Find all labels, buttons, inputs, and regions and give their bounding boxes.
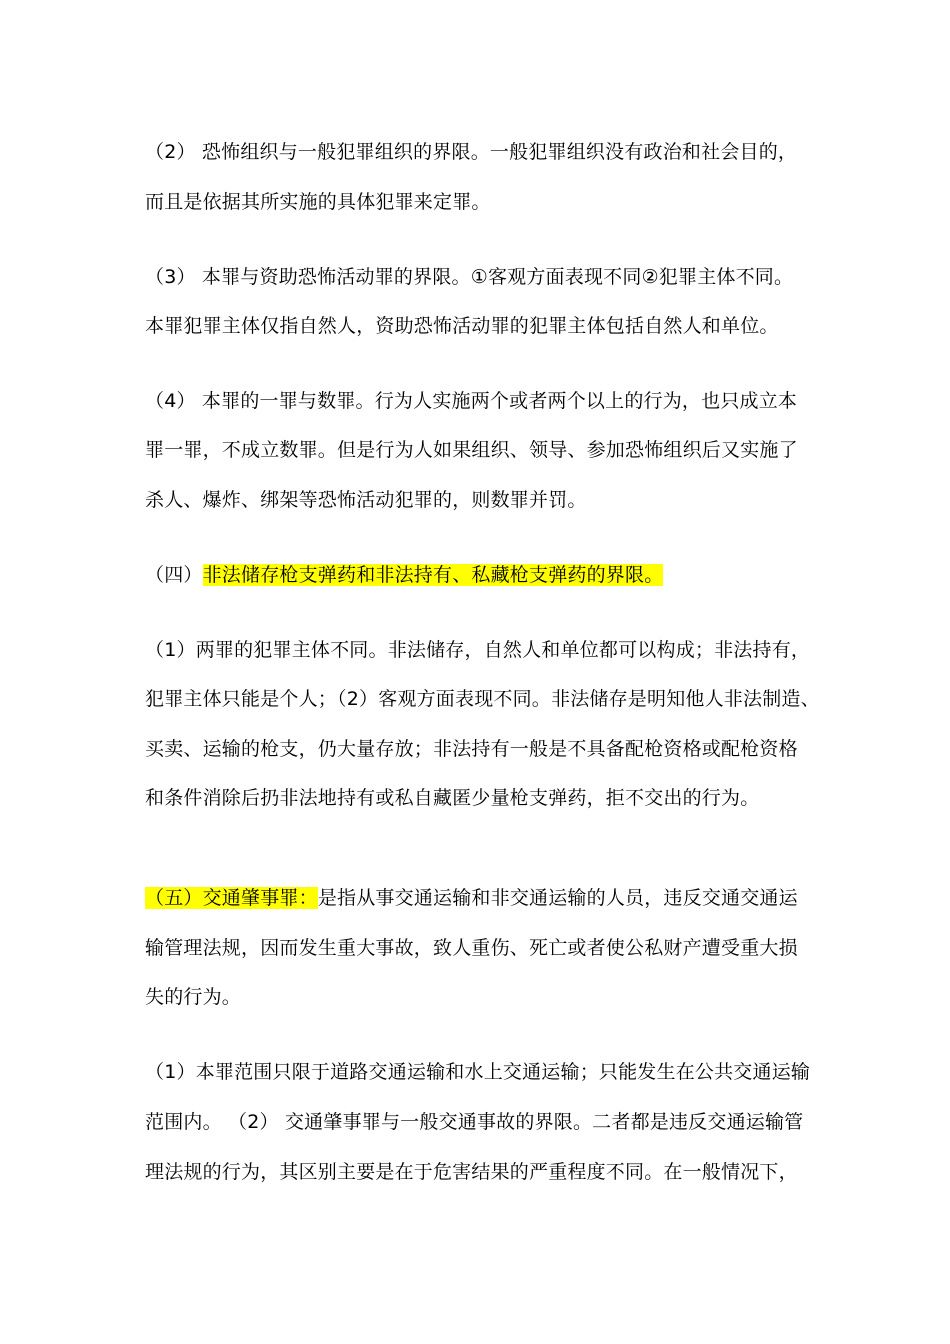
para-7-line-2: 范围内。 （2） 交通肇事罪与一般交通事故的界限。二者都是违反交通运输管 <box>145 1111 804 1133</box>
para-5-line-4: 和条件消除后扔非法地持有或私自藏匿少量枪支弹药，拒不交出的行为。 <box>145 787 760 809</box>
para-5-line-2: 犯罪主体只能是个人；（2）客观方面表现不同。非法储存是明知他人非法制造、 <box>145 688 820 710</box>
para-7-line-1: （1）本罪范围只限于道路交通运输和水上交通运输；只能发生在公共交通运输 <box>145 1061 811 1083</box>
section-5-line-3: 失的行为。 <box>145 986 242 1008</box>
section-4-prefix: （四） <box>145 564 203 586</box>
para-5-line-3: 买卖、运输的枪支，仍大量存放；非法持有一般是不具备配枪资格或配枪资格 <box>145 738 798 760</box>
para-3-line-3: 杀人、爆炸、绑架等恐怖活动犯罪的，则数罪并罚。 <box>145 489 587 511</box>
para-1-line-2: 而且是依据其所实施的具体犯罪来定罪。 <box>145 191 491 213</box>
para-2-line-1: （3） 本罪与资助恐怖活动罪的界限。①客观方面表现不同②犯罪主体不同。 <box>145 266 794 288</box>
section-5-rest: 是指从事交通运输和非交通运输的人员，违反交通交通运 <box>317 887 798 909</box>
para-3-line-2: 罪一罪，不成立数罪。但是行为人如果组织、领导、参加恐怖组织后又实施了 <box>145 439 798 461</box>
para-3-line-1: （4） 本罪的一罪与数罪。行为人实施两个或者两个以上的行为，也只成立本 <box>145 390 798 412</box>
para-5-line-1: （1）两罪的犯罪主体不同。非法储存，自然人和单位都可以构成；非法持有， <box>145 639 811 661</box>
section-5-line-2: 输管理法规，因而发生重大事故，致人重伤、死亡或者使公私财产遭受重大损 <box>145 937 798 959</box>
para-7-line-3: 理法规的行为，其区别主要是在于危害结果的严重程度不同。在一般情况下， <box>145 1161 798 1183</box>
para-2-line-2: 本罪犯罪主体仅指自然人，资助恐怖活动罪的犯罪主体包括自然人和单位。 <box>145 315 779 337</box>
section-4-highlight: 非法储存枪支弹药和非法持有、私藏枪支弹药的界限。 <box>202 564 664 586</box>
para-1-line-1: （2） 恐怖组织与一般犯罪组织的界限。一般犯罪组织没有政治和社会目的， <box>145 141 798 163</box>
section-5-highlight: （五）交通肇事罪： <box>145 887 318 909</box>
section-5-heading <box>145 886 798 910</box>
section-4-heading <box>145 563 663 587</box>
